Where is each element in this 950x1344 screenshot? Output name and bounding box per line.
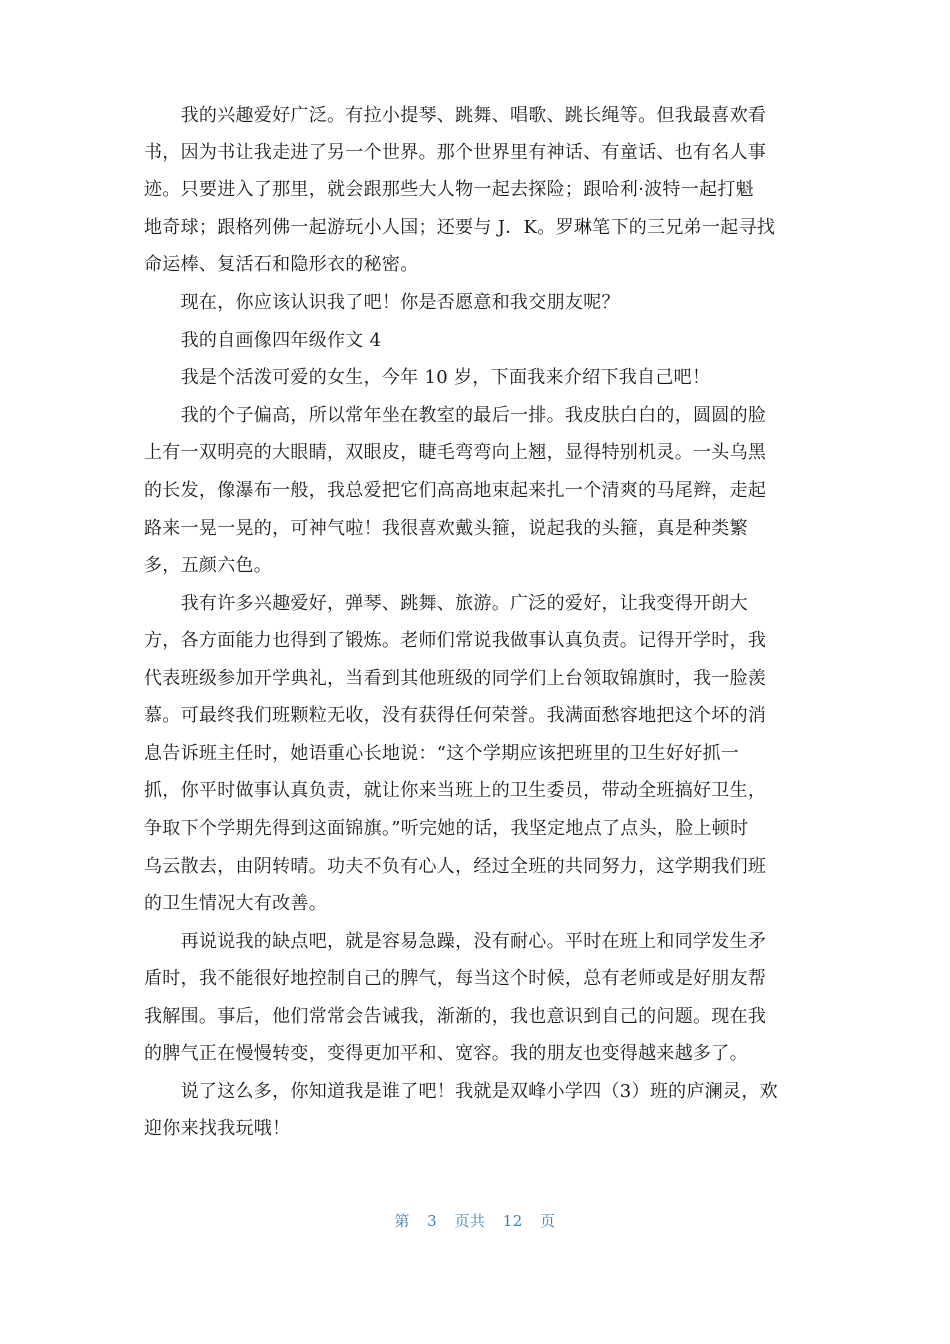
text-line: 地奇球；跟格列佛一起游玩小人国；还要与 J．K。罗琳笔下的三兄弟一起寻找 [144, 217, 776, 238]
text-line: 我的兴趣爱好广泛。有拉小提琴、跳舞、唱歌、跳长绳等。但我最喜欢看 [144, 105, 767, 126]
footer-current-page: 3 [427, 1212, 438, 1230]
text-line: 现在，你应该认识我了吧！你是否愿意和我交朋友呢？ [144, 292, 620, 313]
text-line: 说了这么多，你知道我是谁了吧！我就是双峰小学四（3）班的庐澜灵，欢 [144, 1081, 778, 1102]
text-line: 上有一双明亮的大眼睛，双眼皮，睫毛弯弯向上翘，显得特别机灵。一头乌黑 [144, 442, 767, 463]
text-line: 乌云散去，由阴转晴。功夫不负有心人，经过全班的共同努力，这学期我们班 [144, 856, 767, 877]
text-line: 的卫生情况大有改善。 [144, 893, 327, 914]
text-line: 争取下个学期先得到这面锦旗。”听完她的话，我坚定地点了点头，脸上顿时 [144, 818, 749, 839]
footer-total-pages: 12 [502, 1212, 523, 1230]
text-line: 代表班级参加开学典礼，当看到其他班级的同学们上台领取锦旗时，我一脸羡 [144, 668, 767, 689]
text-line: 路来一晃一晃的，可神气啦！我很喜欢戴头箍，说起我的头箍，真是种类繁 [144, 518, 748, 539]
footer-prefix: 第 [394, 1212, 410, 1230]
text-line: 命运棒、复活石和隐形衣的秘密。 [144, 254, 419, 275]
footer-middle: 页共 [454, 1212, 486, 1230]
text-line: 的长发，像瀑布一般，我总爱把它们高高地束起来扎一个清爽的马尾辫，走起 [144, 480, 767, 501]
page-footer [0, 1210, 950, 1231]
text-line: 慕。可最终我们班颗粒无收，没有获得任何荣誉。我满面愁容地把这个坏的消 [144, 705, 767, 726]
text-line: 盾时，我不能很好地控制自己的脾气，每当这个时候，总有老师或是好朋友帮 [144, 968, 767, 989]
text-line: 我有许多兴趣爱好，弹琴、跳舞、旅游。广泛的爱好，让我变得开朗大 [144, 593, 748, 614]
text-line: 我是个活泼可爱的女生，今年 10 岁，下面我来介绍下我自己吧！ [144, 367, 711, 388]
text-line: 息告诉班主任时，她语重心长地说：“这个学期应该把班里的卫生好好抓一 [144, 743, 740, 764]
text-line: 再说说我的缺点吧，就是容易急躁，没有耐心。平时在班上和同学发生矛 [144, 931, 767, 952]
footer-suffix: 页 [540, 1212, 556, 1230]
text-line: 多，五颜六色。 [144, 555, 273, 576]
text-line: 我的个子偏高，所以常年坐在教室的最后一排。我皮肤白白的，圆圆的脸 [144, 405, 767, 426]
section-heading: 我的自画像四年级作文 4 [144, 330, 382, 351]
text-line: 抓，你平时做事认真负责，就让你来当班上的卫生委员，带动全班搞好卫生， [144, 780, 767, 801]
text-line: 方，各方面能力也得到了锻炼。老师们常说我做事认真负责。记得开学时，我 [144, 630, 767, 651]
text-line: 迹。只要进入了那里，就会跟那些大人物一起去探险；跟哈利·波特一起打魁 [144, 179, 754, 200]
text-line: 我解围。事后，他们常常会告诫我，渐渐的，我也意识到自己的问题。现在我 [144, 1006, 767, 1027]
text-line: 迎你来找我玩哦！ [144, 1118, 291, 1139]
text-line: 书，因为书让我走进了另一个世界。那个世界里有神话、有童话、也有名人事 [144, 142, 767, 163]
text-line: 的脾气正在慢慢转变，变得更加平和、宽容。我的朋友也变得越来越多了。 [144, 1043, 748, 1064]
